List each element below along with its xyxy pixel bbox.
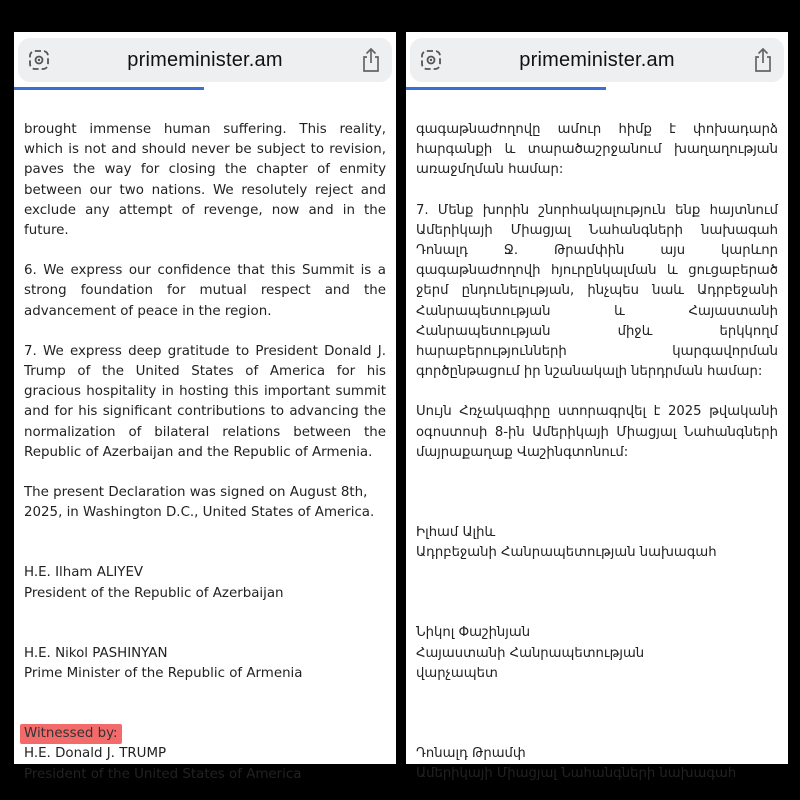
url-text[interactable]: primeminister.am <box>519 48 675 71</box>
address-bar[interactable] <box>410 38 784 82</box>
paragraph-7: 7. We express deep gratitude to President Donald J. Trump of the United States of America for his gracious hospitality in hosting this important summit and for his significant contributions to advancing the normalization of bilateral relations between the Republic of Azerbaijan and the Republic of Armenia. <box>24 343 386 460</box>
document-body <box>24 90 386 782</box>
document-body <box>416 90 778 782</box>
witness-title: President of the United States of America <box>24 766 302 782</box>
signed-statement: The present Declaration was signed on August 8th, 2025, in Washington D.C., United States of America. <box>24 485 375 521</box>
signatory-name: Նիկոլ Փաշինյան <box>416 625 531 641</box>
signatory-title: Prime Minister of the Republic of Armenia <box>24 666 303 682</box>
witness-name: H.E. Donald J. TRUMP <box>24 746 167 762</box>
left-screenshot <box>14 32 396 782</box>
site-settings-icon[interactable] <box>420 49 442 71</box>
signatory-title: վարչապետ <box>416 665 498 681</box>
signatory-name: Դոնալդ Թրամփ <box>416 746 526 762</box>
signatory-title: President of the Republic of Azerbaijan <box>24 585 284 601</box>
paragraph-7: 7. Մենք խորին շնորհակալություն ենք հայտնում Ամերիկայի Միացյալ Նահանգների նախագահ Դոնալդ Ջ. Թրամփին այս կարևոր գագաթնաժողովի հյուրընկալման և ցուցաբերած ջերմ ընդունելության, ինչպես նաև Ադրբեջանի Հանրապետության և Հայաստանի Հանրապետության միջև երկկողմ հարաբերությունների կարգավորման գործընթացում իր նշանակալի ներդրման համար: <box>416 202 778 380</box>
site-settings-icon[interactable] <box>28 49 50 71</box>
signed-statement: Սույն Հռչակագիրը ստորագրվել է 2025 թվականի օգոստոսի 8-ին Ամերիկայի Միացյալ Նահանգների մայրաքաղաք Վաշինգտոնում: <box>416 404 778 460</box>
signatory-title: Հայաստանի Հանրապետության <box>416 645 645 661</box>
paragraph-6-tail: գագաթնաժողովը ամուր հիմք է փոխադարձ հարգանքի և տարածաշրջանում խաղաղության առաջմղման համար: <box>416 122 778 178</box>
signatory-name: Իլհամ Ալիև <box>416 525 496 541</box>
right-screenshot <box>406 32 788 782</box>
url-text[interactable]: primeminister.am <box>127 48 283 71</box>
signatory-name: H.E. Ilham ALIYEV <box>24 565 144 581</box>
paragraph-6: 6. We express our confidence that this Summit is a strong foundation for mutual respect and the advancement of peace in the region. <box>24 263 386 319</box>
witness-label-highlighted: Witnessed by: <box>20 724 122 744</box>
address-bar[interactable] <box>18 38 392 82</box>
signatory-title: Ադրբեջանի Հանրապետության նախագահ <box>416 545 717 561</box>
signatory-title: Ամերիկայի Միացյալ Նահանգների նախագահ <box>416 766 737 782</box>
signatory-name: H.E. Nikol PASHINYAN <box>24 645 168 661</box>
paragraph-5-tail: brought immense human suffering. This reality, which is not and should never be subject to revision, paves the way for closing the chapter of enmity between our two nations. We resolutely reject and exclude any attempt of revenge, now and in the future. <box>24 122 386 239</box>
share-icon[interactable] <box>752 47 774 73</box>
share-icon[interactable] <box>360 47 382 73</box>
